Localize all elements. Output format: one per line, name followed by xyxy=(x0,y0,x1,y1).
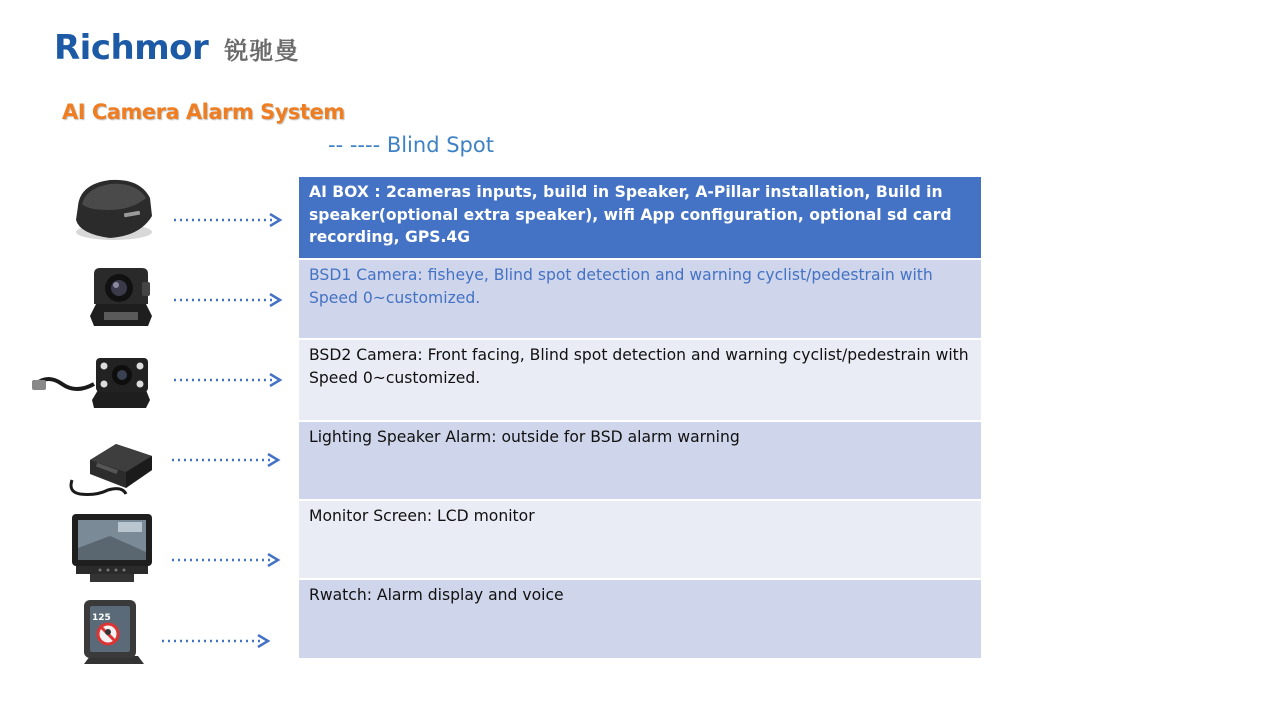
fisheye-camera-icon xyxy=(86,264,156,334)
arrow-icon xyxy=(172,293,284,307)
page-title: AI Camera Alarm System xyxy=(62,100,345,124)
arrow-icon xyxy=(172,213,284,227)
ai-box-icon xyxy=(70,176,156,246)
logo-text-en: Richmor xyxy=(54,28,209,68)
brand-logo xyxy=(54,28,299,68)
monitor-screen-icon xyxy=(70,512,156,584)
row-bsd2-camera: BSD2 Camera: Front facing, Blind spot detection and warning cyclist/pedestrain with Speed 0~customized. xyxy=(299,340,981,420)
page-subtitle: -- ---- Blind Spot xyxy=(328,133,494,157)
arrow-icon xyxy=(160,634,272,648)
row-bsd1-camera: BSD1 Camera: fisheye, Blind spot detection and warning cyclist/pedestrain with Speed 0~customized. xyxy=(299,260,981,338)
row-speaker-alarm: Lighting Speaker Alarm: outside for BSD alarm warning xyxy=(299,422,981,499)
row-ai-box: AI BOX : 2cameras inputs, build in Speaker, A-Pillar installation, Build in speaker(optional extra speaker), wifi App configuration, optional sd card recording, GPS.4G xyxy=(299,177,981,258)
front-camera-icon xyxy=(32,354,152,410)
rwatch-icon xyxy=(82,598,146,666)
arrow-icon xyxy=(170,553,282,567)
arrow-icon xyxy=(170,453,282,467)
rwatch-display-value: 125 xyxy=(92,613,111,623)
arrow-icon xyxy=(172,373,284,387)
speaker-alarm-icon xyxy=(66,430,156,502)
row-monitor-screen: Monitor Screen: LCD monitor xyxy=(299,501,981,578)
row-rwatch: Rwatch: Alarm display and voice xyxy=(299,580,981,658)
logo-text-cn: 锐驰曼 xyxy=(224,36,300,65)
